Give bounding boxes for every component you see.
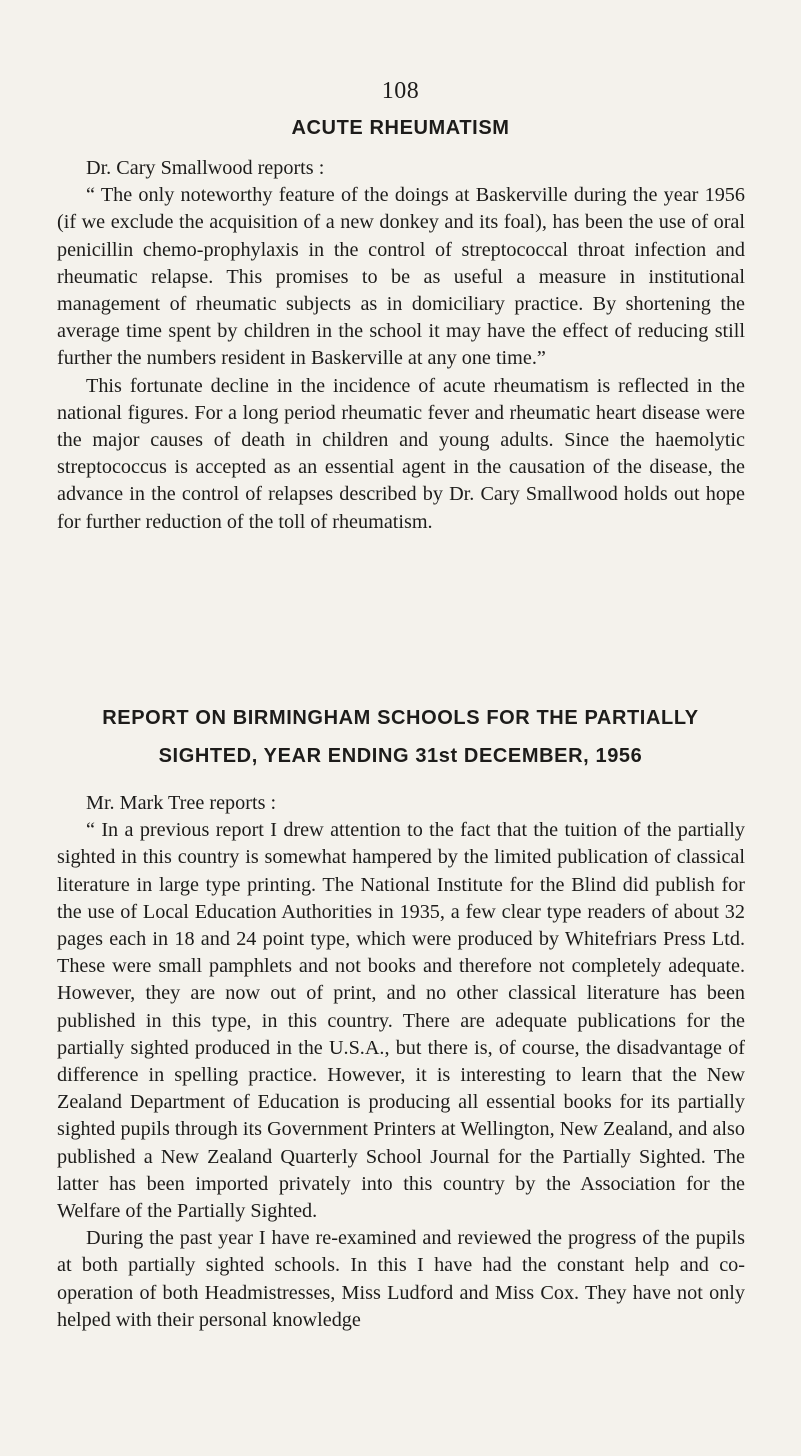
section-title-line: SIGHTED, YEAR ENDING 31st DECEMBER, 1956 <box>158 745 643 767</box>
section-title-acute-rheumatism: ACUTE RHEUMATISM <box>291 117 510 139</box>
section-title-birmingham-schools <box>0 699 801 775</box>
paragraph: During the past year I have re-examined and reviewed the progress of the pupils at both partially sighted schools. In this I have had the constant help and co-operation of both Headmistresses, Miss Ludford and Miss Cox. They have not only helped with their personal knowledge <box>57 1227 745 1331</box>
paragraph: “ The only noteworthy feature of the doings at Baskerville during the year 1956 (if we exclude the acquisition of a new donkey and its foal), has been the use of oral penicillin chemo-prophylaxis in the control of streptococcal throat infection and rheumatic relapse. This promises to be as useful a measure in institutional management of rheumatic subjects as in domiciliary practice. By shortening the average time spent by children in the school it may have the effect of reducing still further the numbers resident in Baskerville at any one time.” <box>57 184 745 370</box>
section-body-acute-rheumatism <box>57 155 745 536</box>
page-number: 108 <box>381 78 420 104</box>
section-title-line: REPORT ON BIRMINGHAM SCHOOLS FOR THE PARTIALLY <box>102 707 699 729</box>
section-body-birmingham-schools <box>57 790 745 1334</box>
reporter-line: Mr. Mark Tree reports : <box>86 792 277 814</box>
paragraph: This fortunate decline in the incidence of acute rheumatism is reflected in the national figures. For a long period rheumatic fever and rheumatic heart disease were the major causes of death in children and young adults. Since the haemolytic streptococcus is accepted as an essential agent in the causation of the disease, the advance in the control of relapses described by Dr. Cary Smallwood holds out hope for further reduction of the toll of rheumatism. <box>57 374 745 533</box>
paragraph: “ In a previous report I drew attention to the fact that the tuition of the partially sighted in this country is somewhat hampered by the limited publication of classical literature in large type printing. The National Institute for the Blind did publish for the use of Local Education Authorities in 1935, a few clear type readers of about 32 pages each in 18 and 24 point type, which were produced by Whitefriars Press Ltd. These were small pamphlets and not books and therefore not completely adequate. However, they are now out of print, and no other classical literature has been published in this type, in this country. There are adequate publications for the partially sighted produced in the U.S.A., but there is, of course, the disadvantage of difference in spelling practice. However, it is interesting to learn that the New Zealand Department of Education is producing all essential books for its partially sighted pupils through its Government Printers at Wellington, New Zealand, and also published a New Zealand Quarterly School Journal for the Partially Sighted. The latter has been imported privately into this country by the Association for the Welfare of the Partially Sighted. <box>57 819 745 1223</box>
reporter-line: Dr. Cary Smallwood reports : <box>86 157 325 179</box>
